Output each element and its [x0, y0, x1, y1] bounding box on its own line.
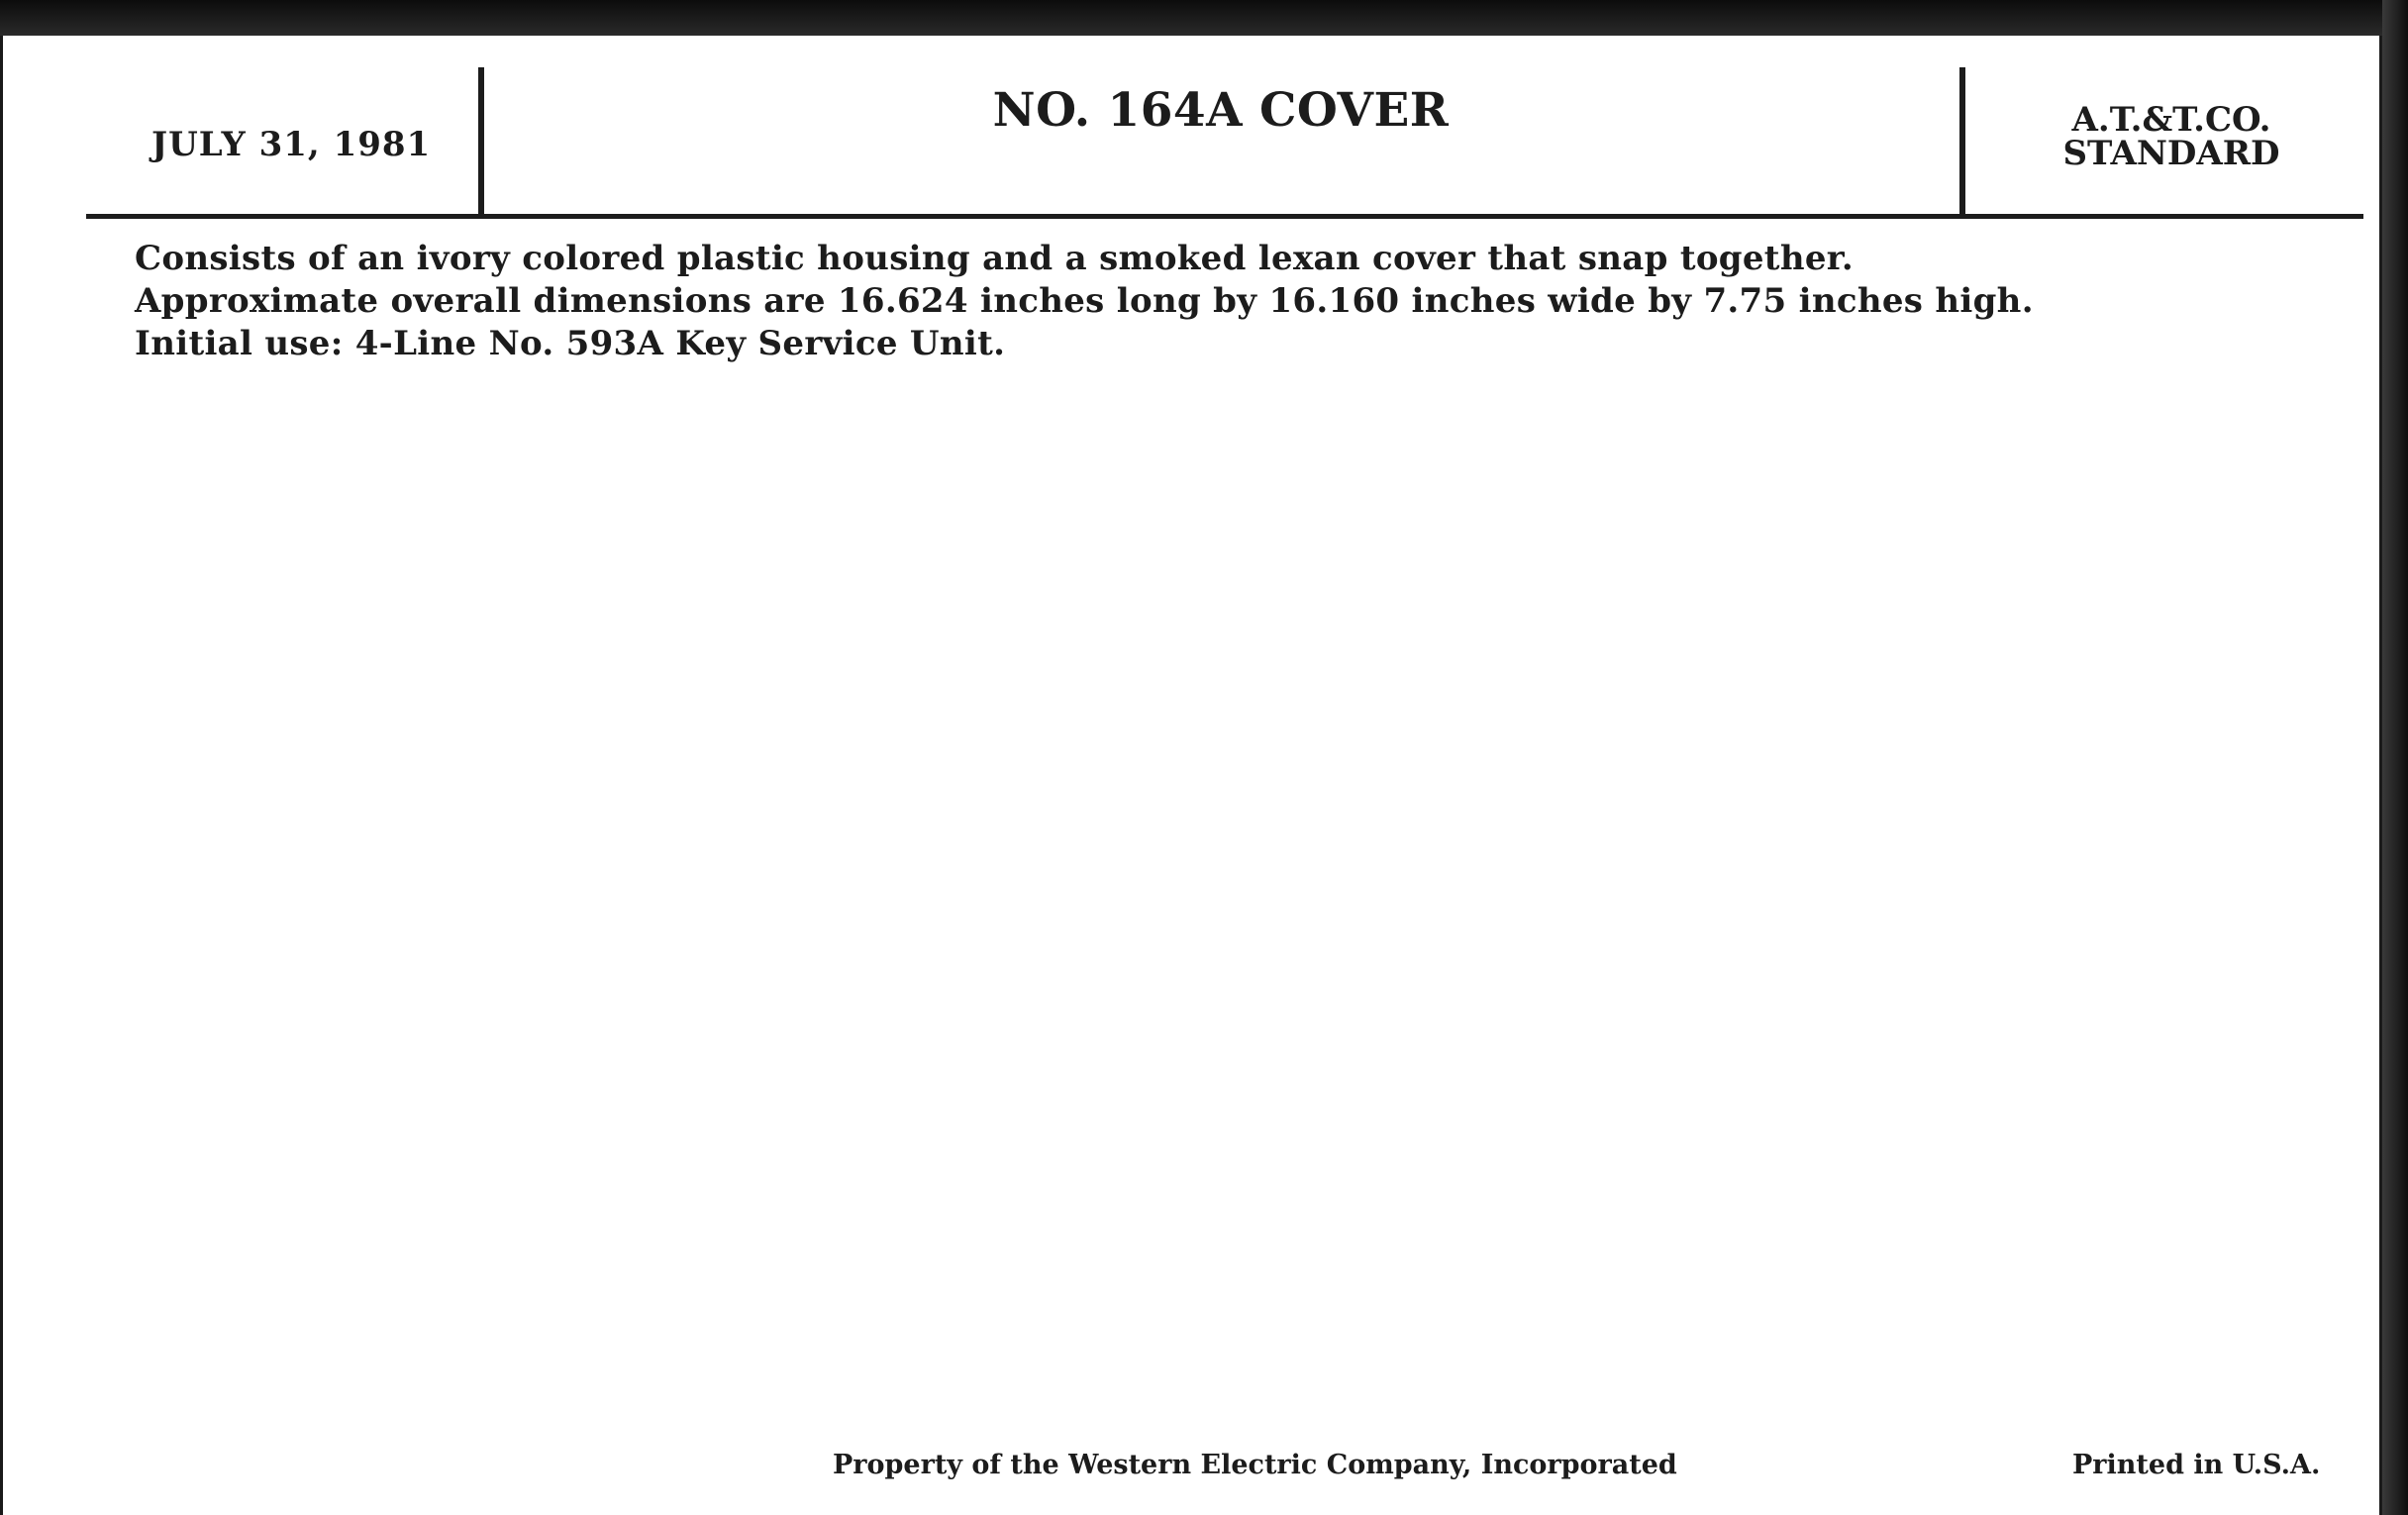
- description-line: Approximate overall dimensions are 16.624 inches long by 16.160 inches wide by 7.75 inches high.: [135, 281, 2034, 321]
- header-divider-right: [1959, 67, 1965, 216]
- description-line: Consists of an ivory colored plastic housing and a smoked lexan cover that snap together.: [135, 239, 1854, 278]
- document-date: JULY 31, 1981: [151, 125, 432, 164]
- document-title: NO. 164A COVER: [992, 83, 1450, 138]
- header-rule: [86, 214, 2363, 219]
- scan-border-right: [2382, 0, 2408, 1515]
- description-line: Initial use: 4-Line No. 593A Key Service Unit.: [135, 324, 1006, 363]
- footer-property-notice: Property of the Western Electric Company, Incorporated: [833, 1450, 1677, 1480]
- standard-label: [2023, 100, 2320, 173]
- standard-label-line2: STANDARD: [2062, 134, 2280, 173]
- standard-label-line1: A.T.&T.CO.: [2071, 100, 2271, 140]
- document-card: [3, 36, 2379, 1515]
- footer-printed-in: Printed in U.S.A.: [2072, 1450, 2321, 1480]
- scan-border-top: [0, 0, 2408, 36]
- description-block: [135, 238, 2034, 365]
